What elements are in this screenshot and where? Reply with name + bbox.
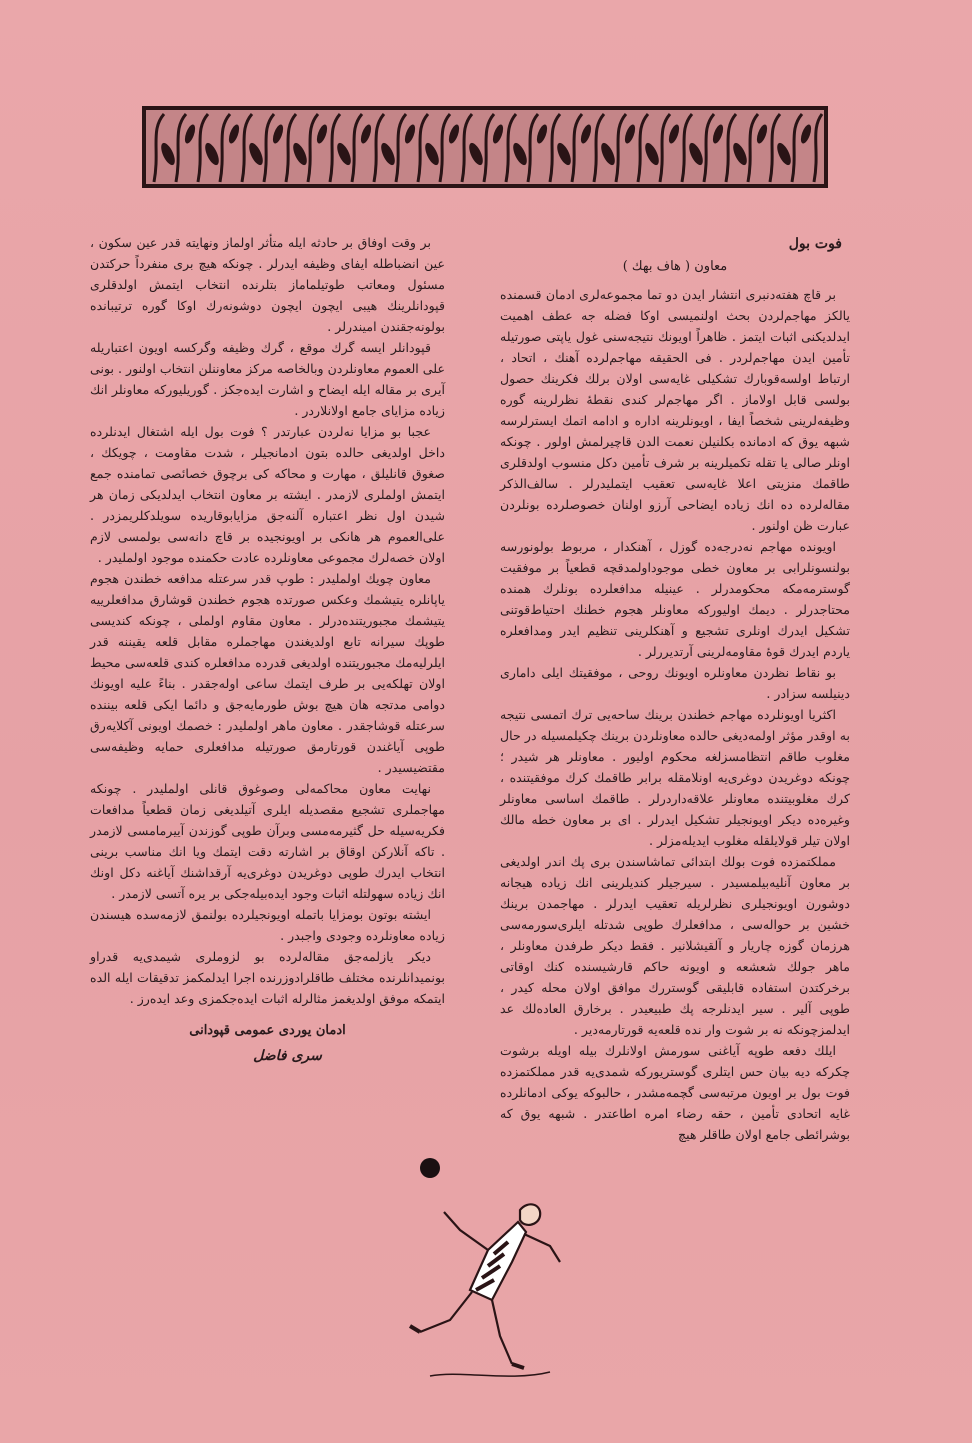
decorative-banner [142,106,828,188]
football-ball-icon [420,1158,440,1178]
paragraph: اویونده مهاجم نه‌درجه‌ده گوزل ، آهنکدار ، مربوط بولونورسه بولنسونلرابی بر معاون خطی موجوداولمدقچه قطعیاً بر موفقیت گوسترمه‌مکه محکومدرلر . عینیله مدافعلرده بونلرك همنده محتاجدرلر . دیمك اولیورکه معاونلر هجوم خطنك احتیاط‌قوتنی تشکیل ایدرك اونلری تشجیع و آهنکلرینی تنظیم ایدر ومدافعلره یاردم ایدرك قوهٔ مقاومه‌لرینی آرتدیررلر . [500,539,850,659]
signature-organization: ادمان یوردی عمومی قپودانی [189,1023,346,1038]
paragraph: ایلك دفعه طوپه آیاغنی سورمش اولانلرك بیله اویله برشوت چکرکه دیه بیان حس ایتلری گوستریورکه شمدی‌یه قدر مملکتمزده فوت بول بر اویون مرتبه‌سی گچمه‌مشدر ، حالبوکه یوکی ادمانلرده غایه اتحادی تأمین ، حقه رضاء امره اطاعتدر . شبهه یوق که بوشرائطی جامع اولان طاقلر هیچ [500,1043,850,1142]
paragraph: اکثریا اویونلرده مهاجم خطندن برینك ساحه‌یی ترك اتمسی نتیجه‌ به اوقدر مؤثر اولمه‌دیغی حالده معاونلردن برینك چکیلمسیله در حال مغلوب طاقم انتظامسزلغه محکوم اولیور . معاونلر هر شیدر ؛ چونکه دوغریدن دوغری‌یه اونلامقله برابر طاقمك کرك موفقیتنده ، کرك مغلوبیتنده معاونلر علاقه‌داردرلر . طاقمك اساسی معاونلر وغیره‌ده دیکر اویونجیلر تشکیل ایدرلر . ای بر معاون خطه مالك اولان تیلر قولایلقله مغلوب ایدیله‌مزلر . [500,707,850,848]
football-player-kicking-icon [400,1150,570,1390]
paragraph: بر وقت اوفاق بر حادثه ایله متأثر اولماز ونهایته قدر عین سکون ، عین انضباطله ایفای وظیفه ایدرلر . چونکه هیچ بری منفرداً حرکتدن مسئول ومعاتب طوتیلماماز بتلرنده انتخاب ایتمش اولدقلری قپودانلرینك هیبی ایچون ایچون دوشونه‌رك اوکا گوره ترتیبانده بولونه‌جقندن امیندرلر . [90,235,445,334]
article-subtitle: معاون ( هاف بهك ) [622,259,728,274]
paragraph: دیکر یازلمه‌جق مقاله‌لرده بو لزوملری شیمدی‌یه قدراو بونمیدانلرنده مختلف طاقلرادوزرنده اجرا ایدلمکمز تدقیقات ایله الده ایتمکه موفق اولدیغمز مثالرله اثبات ایده‌جکمزی وعد ایده‌رز . [90,949,445,1006]
paragraph: عجبا بو مزایا نه‌لردن عبارتدر ؟ فوت بول ایله اشتغال ایدنلرده داخل اولدیغی حالده بتون ادمانجیلر ، شدت مقاومت ، چویکك ، صغوق قانلیلق ، مهارت و محاکه کی برچوق خصائصی تمامنده جمع ایتمش اولملری لازمدر . ایشته بر معاون انتخاب ایدلدیکی زمان هر شیدن اول نظر اعتباره آلنه‌جق مزایابوقاریده سویلدکلریمزدر . علی‌العموم هر هانکی بر اویونجیده بر قاچ دانه‌سی بولمسی لازم اولان خصه‌لرك مجموعی معاونلرده عادت حکمنده موجود اولملیدر . [90,424,445,565]
football-player-illustration [400,1150,570,1390]
paragraph: نهایت معاون محاکمه‌لی وصوغوق قانلی اولملیدر . چونکه مهاجملری تشجیع مقصدیله ایلری آتیلدیغی زمان قطعیاً مدافعات فکریه‌سیله حل گثیرمه‌مسی وبرآن طوپی گوزندن آییرمامسی لازمدر . تاکه آنلارکن اوقاق بر اشارته دقت ایتمك ویا انك مناسب برینی انتخاب ایدرك طوپی دوغریدن دوغری‌یه آرقداشنك آیاغنه دکل اونك انك زیاده سهولتله اثبات وجود ایده‌بیله‌جکی بر یره آتسی لازمدر . [90,781,445,901]
left-column [90,232,445,1069]
paragraph: بو نقاط نظردن معاونلره اویونك روحی ، موفقیتك ایلی داماری دینیلسه سزادر . [500,665,850,701]
paragraph: بر قاچ هفته‌دنبری انتشار ایدن دو تما مجموعه‌لری ادمان قسمنده یالکز مهاجم‌لردن بحث اولنمیسی اوکا فضله جه عطف اهمیت ایدلدیکنی اثبات ایتمز . ظاهراً اویونك نتیجه‌سنی غول یاپتی صورتیله تأمین ایدن مهاجم‌لردر . فی الحقیقه مهاجم‌لرده آهنك ، اتحاد ، ارتباط اولسه‌قوبارك تشکیلی غایه‌سی اولان برلك فکرینك حصول بولسی قابل اولاماز . اگر مهاجم‌لر کندی نقطهٔ نظرلرینه گوره وظیفه‌لرینی شخصاً ایفا ، اویونلرینه اداره و ادامه اتمك ایسترلرسه شبهه یوق که ادمانده بکلنیلن نعمت الدن قاچیرلمش اولور . چونکه اونلر صالی یا تقله تکمیلرینه بر شرف تأمین دکل منسوب اولدقلری طاقمك منزیتی اعلا غایه‌سی تعقیب ایتملیدرلر . سالف‌الذکر مقاله‌لرده ده انك زیاده ایضاحی آرزو اولنان خصوصلرده بونلردن عبارت ظن اولنور . [500,287,850,533]
article-title: فوت بول [788,236,842,252]
floral-pattern-icon [146,110,824,184]
paragraph: ایشته بوتون بومزایا باتمله اویونجیلرده بولنمق لازمه‌سده هیسندن زیاده معاونلرده وجودی واجبدر . [90,907,445,943]
paragraph: مملکتمزده فوت بولك ابتدائی تماشاسندن بری پك اندر اولدیغی بر معاون آنلیه‌بیلمسیدر . سیرجیلر کندیلرینی انك زیاده هیجانه دوشورن اویونجیلری نظرلریله تعقیب ایدرلر . مهاجمدن برینك خشین بر حواله‌سی ، مدافعلرك طوپی شدتله ایلری‌سورمه‌سی هرزمان گوزه چاریار و آلقیشلانیر . فقط دیکر طرفدن معاونلر ، ماهر جولك شعشعه و اویونه حاکم قارشیسنده کنك اوقاتی برخرکتدن استفاده قابلیقی گوستررك موافق اولان محله کیدر ، طوپی آلیر . سیر ایدنلرجه پك طبیعیدر . برخارق العاده‌لك عد ایدلمزچونکه نه بر شوت وار نده قلعه‌یه قورتارمه‌دیر . [500,854,850,1037]
paragraph: معاون چویك اولملیدر : طوپ قدر سرعتله مدافعه خطندن هجوم یاپانلره یتیشمك وعکس صورتده هجوم خطندن قوشارق مدافعلرییه‌ یتیشمك مجبوریتنده‌درلر . معاون مقاوم اولملی ، چونکه کندیسی طوپك سیرانه تابع اولدیغندن مهاجملره مقابل قلعه یقیننه قدر ایلرلیه‌مك مجبوریتنده اولدیغی قدرده مدافعلره کندی قلعه‌سی محیط اولان تهلکه‌یی بر طرف ایتمك ساعی اوله‌جقدر . بناءً علیه اویونك دوامی مدتجه هان هیچ بوش طورمایه‌جق و دائما ایکی قلعه بیننده سرعتله قوشاجقدر . معاون ماهر اولملیدر : خصمك اویونی آکلایه‌رق طوپی آیاغندن قورتارمق صورتیله مدافعلری حمایه وظیفه‌سی مقتضیسیدر . [90,571,445,775]
signature-name: سری فاضل [253,1048,322,1064]
paragraph: قپودانلر ایسه گرك موقع ، گرك وظیفه وگرکسه اویون اعتباریله علی العموم معاونلردن وبالخاصه مرکز معاوننلن انتخاب اولنور . بونی آیری بر مقاله ایله ایضاح و اشارت ایده‌جکز . گوریلیورکه معاونلر انك زیاده مزایای جامع اولانلاردر . [90,340,445,418]
right-column [500,232,850,1145]
